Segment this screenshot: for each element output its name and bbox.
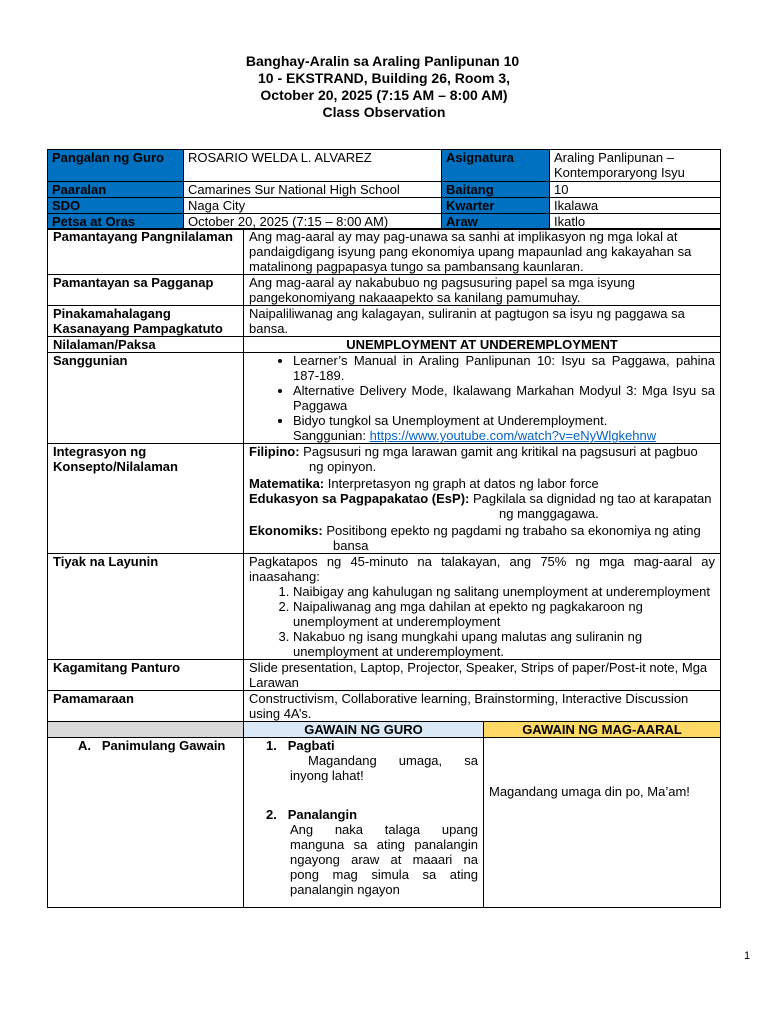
integration-item xyxy=(249,491,715,521)
method: Constructivism, Collaborative learning, Brainstorming, Interactive Discussion using 4A’s. xyxy=(244,691,721,722)
integration-text: Interpretasyon ng graph at datos ng labor force xyxy=(327,476,599,491)
grade-value: 10 xyxy=(550,182,721,198)
teacher-value: ROSARIO WELDA L. ALVAREZ xyxy=(184,150,442,182)
integration-item xyxy=(249,444,715,474)
step-2-text: Ang naka talaga upang manguna sa ating panalangin ngayong araw at maaari na pong mag simula sa ating panalangin ngayon xyxy=(290,822,478,897)
references-cell xyxy=(244,353,721,444)
section-a-letter: A. xyxy=(78,738,91,753)
step-2-number: 2. xyxy=(266,807,277,822)
school-value: Camarines Sur National High School xyxy=(184,182,442,198)
objectives-label: Tiyak na Layunin xyxy=(48,554,244,660)
references-label: Sanggunian xyxy=(48,353,244,444)
integration-item xyxy=(249,523,715,553)
page-number: 1 xyxy=(744,950,751,962)
content-standard-label: Pamantayang Pangnilalaman xyxy=(48,229,244,275)
date-label: Petsa at Oras xyxy=(48,214,184,230)
step-1-heading xyxy=(266,738,478,753)
empty-cell xyxy=(48,722,244,738)
section-a-cell xyxy=(48,738,244,908)
performance-standard: Ang mag-aaral ay nakabubuo ng pagsusuring papel sa mga isyung pangekonomiyang nakaaapekto sa kanilang pamumuhay. xyxy=(244,275,721,306)
quarter-value: Ikalawa xyxy=(550,198,721,214)
subject-value: Araling Panlipunan – Kontemporaryong Isyu xyxy=(550,150,721,182)
header-section: 10 - EKSTRAND, Building 26, Room 3, xyxy=(257,70,511,86)
plan-table xyxy=(47,228,721,908)
topic-label: Nilalaman/Paksa xyxy=(48,337,244,353)
objectives-list xyxy=(249,584,715,659)
date-value: October 20, 2025 (7:15 – 8:00 AM) xyxy=(184,214,442,230)
teacher-activity xyxy=(244,738,484,908)
method-label: Pamamaraan xyxy=(48,691,244,722)
materials: Slide presentation, Laptop, Projector, Speaker, Strips of paper/Post-it note, Mga Larawan xyxy=(244,660,721,691)
teacher-label: Pangalan ng Guro xyxy=(48,150,184,182)
day-label: Araw xyxy=(442,214,550,230)
reference-link[interactable]: https://www.youtube.com/watch?v=eNyWlgkehnw xyxy=(369,428,657,443)
quarter-label: Kwarter xyxy=(442,198,550,214)
integration-label: Integrasyon ng Konsepto/Nilalaman xyxy=(48,444,244,554)
materials-label: Kagamitang Panturo xyxy=(48,660,244,691)
step-1-title: Pagbati xyxy=(287,738,335,753)
teacher-activity-header: GAWAIN NG GURO xyxy=(244,722,484,738)
performance-standard-label: Pamantayan sa Pagganap xyxy=(48,275,244,306)
step-1-text: Magandang umaga, sa inyong lahat! xyxy=(290,753,478,783)
integration-subject: Filipino: xyxy=(249,444,300,459)
step-2-title: Panalangin xyxy=(287,807,358,822)
student-activity xyxy=(484,738,721,908)
reference-item: • Learner’s Manual in Araling Panlipunan 10: Isyu sa Paggawa, pahina 187-189. xyxy=(293,353,715,383)
integration-item xyxy=(249,476,715,491)
reference-item xyxy=(293,413,715,443)
day-value: Ikatlo xyxy=(550,214,721,230)
reference-link-prefix: Sanggunian: xyxy=(293,428,367,443)
references-list xyxy=(249,353,715,443)
objectives-cell xyxy=(244,554,721,660)
header-date: October 20, 2025 (7:15 AM – 8:00 AM) xyxy=(260,87,508,103)
objective-item: 1. Naibigay ang kahulugan ng salitang unemployment at underemployment xyxy=(293,584,715,599)
objective-item: 2. Naipaliwanag ang mga dahilan at epekto ng pagkakaroon ng unemployment at underemployment xyxy=(293,599,715,629)
step-2-heading xyxy=(266,807,478,822)
subject-label: Asignatura xyxy=(442,150,550,182)
integration-subject: Matematika: xyxy=(249,476,325,491)
school-label: Paaralan xyxy=(48,182,184,198)
sdo-label: SDO xyxy=(48,198,184,214)
competency: Naipaliliwanag ang kalagayan, suliranin at pagtugon sa isyu ng paggawa sa bansa. xyxy=(244,306,721,337)
objective-item: 3. Nakabuo ng isang mungkahi upang malutas ang suliranin ng unemployment at underemployment. xyxy=(293,629,715,659)
sdo-value: Naga City xyxy=(184,198,442,214)
step-1 xyxy=(266,738,478,783)
document-header xyxy=(0,53,768,121)
integration-text: Positibong epekto ng pagdami ng trabaho sa ekonomiya ng ating bansa xyxy=(326,523,701,553)
integration-subject: Ekonomiks: xyxy=(249,523,323,538)
header-subtitle: Class Observation xyxy=(322,104,446,120)
reference-item: • Alternative Delivery Mode, Ikalawang Markahan Modyul 3: Mga Isyu sa Paggawa xyxy=(293,383,715,413)
step-1-response: Magandang umaga din po, Ma’am! xyxy=(489,784,690,799)
step-2 xyxy=(266,807,478,897)
content-standard: Ang mag-aaral ay may pag-unawa sa sanhi at implikasyon ng mga lokal at pandaigdigang isyung pang ekonomiya upang mapaunlad ang kakayahan sa matalinong pagpapasya tungo sa pambansang kaunlaran. xyxy=(244,229,721,275)
integration-text: Pagkilala sa dignidad ng tao at karapatan ng manggagawa. xyxy=(472,491,712,521)
integration-subject: Edukasyon sa Pagpapakatao (EsP): xyxy=(249,491,470,506)
reference-item-text: Bidyo tungkol sa Unemployment at Underemployment. xyxy=(293,413,608,428)
grade-label: Baitang xyxy=(442,182,550,198)
topic: UNEMPLOYMENT AT UNDEREMPLOYMENT xyxy=(244,337,721,353)
info-table xyxy=(47,149,721,230)
integration-text: Pagsusuri ng mga larawan gamit ang kritikal na pagsusuri at pagbuo ng opinyon. xyxy=(303,444,698,474)
objectives-intro: Pagkatapos ng 45-minuto na talakayan, ang 75% ng mga mag-aaral ay inaasahang: xyxy=(249,554,715,584)
header-title: Banghay-Aralin sa Araling Panlipunan 10 xyxy=(245,53,520,69)
step-1-number: 1. xyxy=(266,738,277,753)
integration-cell xyxy=(244,444,721,554)
student-activity-header: GAWAIN NG MAG-AARAL xyxy=(484,722,721,738)
section-a-title: Panimulang Gawain xyxy=(101,738,226,753)
competency-label: Pinakamahalagang Kasanayang Pampagkatuto xyxy=(48,306,244,337)
